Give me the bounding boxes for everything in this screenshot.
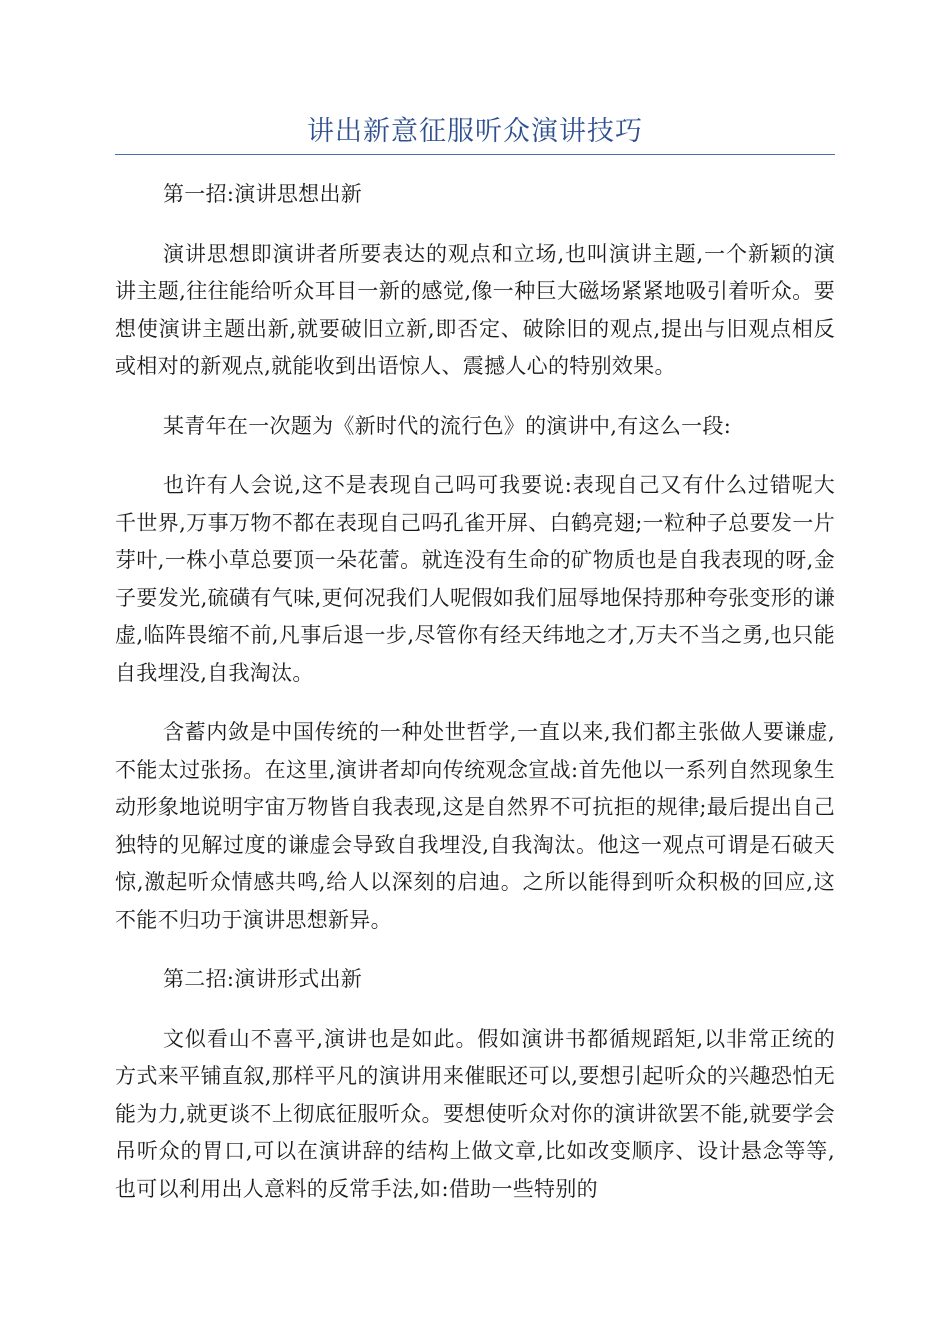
document-title: 讲出新意征服听众演讲技巧 <box>307 116 643 147</box>
body-paragraph: 某青年在一次题为《新时代的流行色》的演讲中,有这么一段: <box>163 413 732 438</box>
body-paragraph: 文似看山不喜平,演讲也是如此。假如演讲书都循规蹈矩,以非常正统的方式来平铺直叙,那样平凡的演讲用来催眠还可以,要想引起听众的兴趣恐怕无能为力,就更谈不上彻底征服听众。要想使听众对你的演讲欲罢不能,就要学会吊听众的胃口,可以在演讲辞的结构上做文章,比如改变顺序、设计悬念等等,也可以利用出人意料的反常手法,如:借助一些特别的 <box>115 1026 835 1201</box>
section-heading-2: 第二招:演讲形式出新 <box>163 967 363 991</box>
title-underline <box>115 154 835 155</box>
quote-paragraph: 也许有人会说,这不是表现自己吗可我要说:表现自己又有什么过错呢大千世界,万事万物不都在表现自己吗孔雀开屏、白鹤亮翅;一粒种子总要发一片芽叶,一株小草总要顶一朵花蕾。就连没有生命的矿物质也是自我表现的呀,金子要发光,硫磺有气味,更何况我们人呢假如我们屈辱地保持那种夸张变形的谦虚,临阵畏缩不前,凡事后退一步,尽管你有经天纬地之才,万夫不当之勇,也只能自我埋没,自我淘汰。 <box>115 473 835 685</box>
body-paragraph: 含蓄内敛是中国传统的一种处世哲学,一直以来,我们都主张做人要谦虚,不能太过张扬。在这里,演讲者却向传统观念宣战:首先他以一系列自然现象生动形象地说明宇宙万物皆自我表现,这是自然界不可抗拒的规律;最后提出自己独特的见解过度的谦虚会导致自我埋没,自我淘汰。他这一观点可谓是石破天惊,激起听众情感共鸣,给人以深刻的启迪。之所以能得到听众积极的回应,这不能不归功于演讲思想新异。 <box>115 720 835 932</box>
document-body <box>115 176 835 1230</box>
section-heading-1: 第一招:演讲思想出新 <box>163 182 363 206</box>
body-paragraph: 演讲思想即演讲者所要表达的观点和立场,也叫演讲主题,一个新颖的演讲主题,往往能给听众耳目一新的感觉,像一种巨大磁场紧紧地吸引着听众。要想使演讲主题出新,就要破旧立新,即否定、破除旧的观点,提出与旧观点相反或相对的新观点,就能收到出语惊人、震撼人心的特别效果。 <box>115 241 835 378</box>
